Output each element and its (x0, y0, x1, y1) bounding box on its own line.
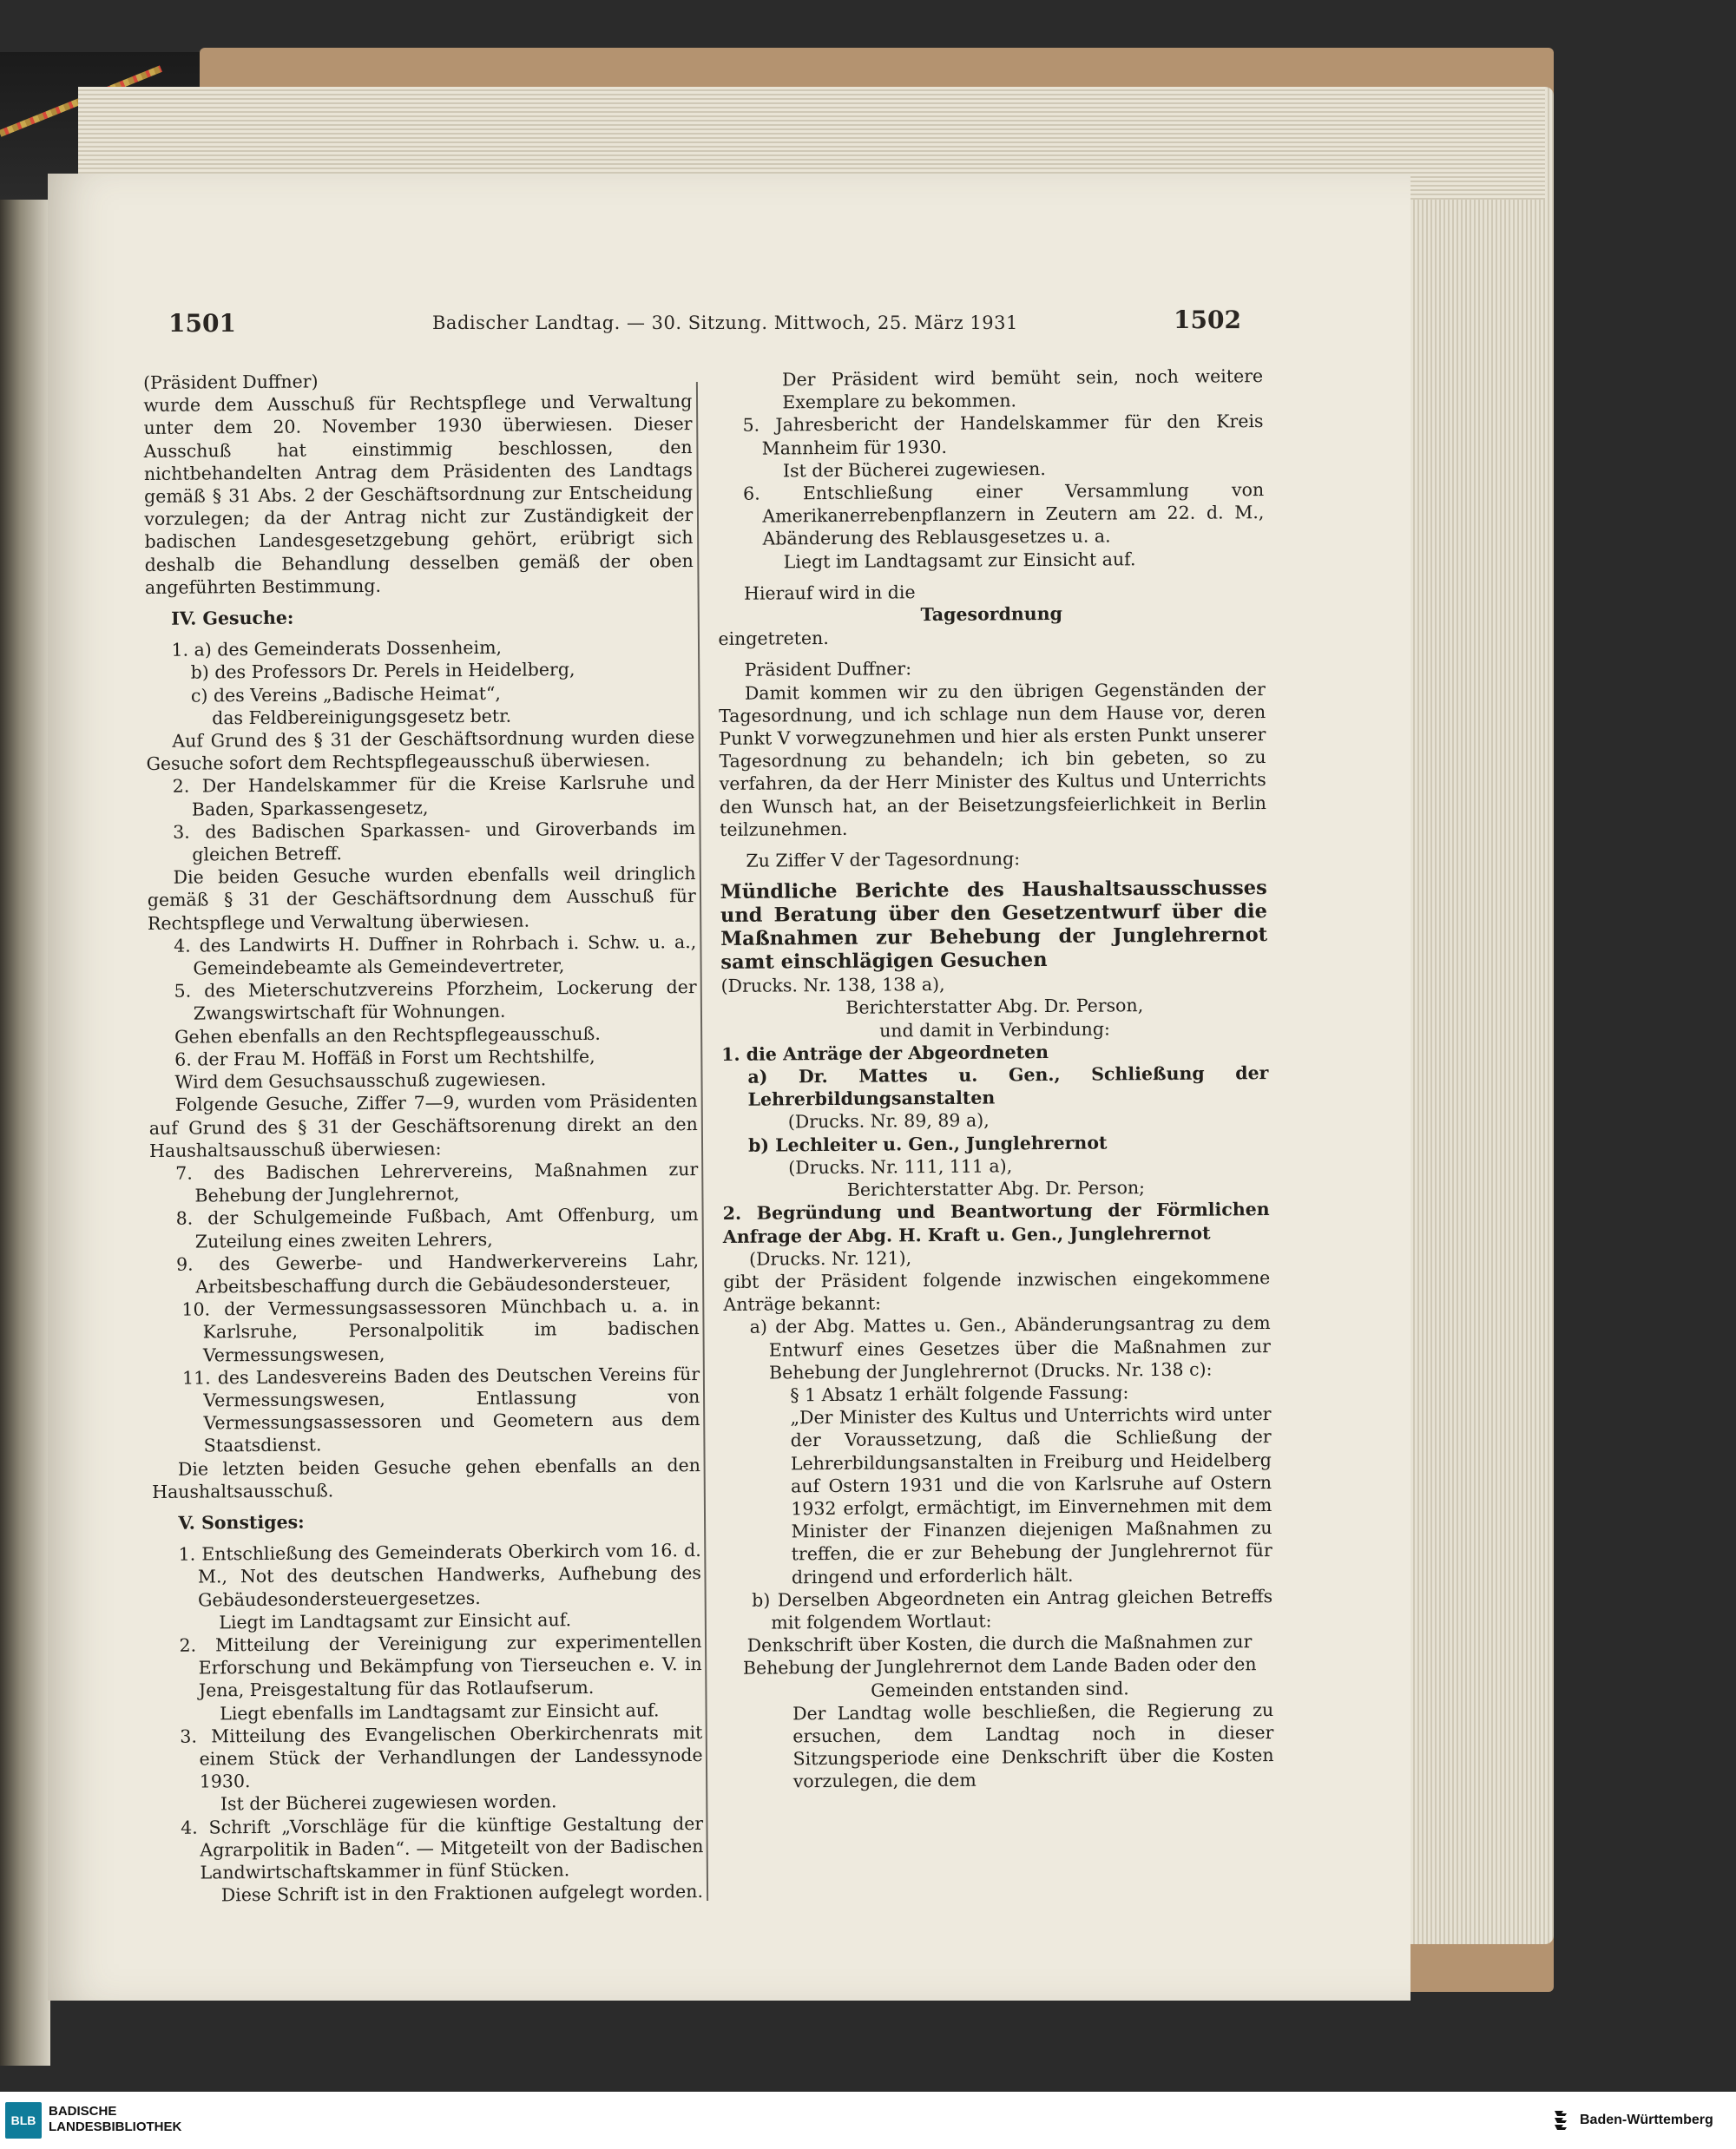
list-item: b) des Professors Dr. Perels in Heidelberg, (190, 659, 575, 684)
right-column (716, 365, 1274, 1793)
list-item: 5. des Mieterschutzvereins Pforzheim, Lockerung der Zwangswirtschaft für Wohnungen. (174, 976, 697, 1025)
list-heading: 1. die Anträge der Abgeordneten (721, 1041, 1049, 1065)
list-item: das Feldbereinigungsgesetz betr. (212, 705, 512, 729)
list-item: 6. Entschließung einer Versammlung von Amerikanerrebenpflanzern in Zeutern am 22. d. M., Abänderung des Reblausgesetzes u. a. (743, 479, 1265, 550)
paragraph: Gehen ebenfalls an den Rechtspflegeausschuß. (174, 1022, 601, 1048)
blb-logo: BLB (5, 2102, 42, 2139)
drucksache-ref: (Drucks. Nr. 121), (748, 1246, 912, 1270)
list-note: Liegt ebenfalls im Landtagsamt zur Einsicht auf. (220, 1699, 660, 1724)
list-item: 8. der Schulgemeinde Fußbach, Amt Offenburg, um Zuteilung eines zweiten Lehrers, (175, 1204, 699, 1252)
list-item: 2. Mitteilung der Vereinigung zur experimentellen Erforschung und Bekämpfung von Tierseuchen e. V. in Jena, Preisgestaltung für das Rotlaufserum. (179, 1630, 702, 1701)
list-note: Liegt im Landtagsamt zur Einsicht auf. (783, 548, 1136, 573)
paragraph: Der Landtag wolle beschließen, die Regierung zu ersuchen, dem Landtag noch in dieser Sitzungsperiode eine Denkschrift über die Kosten vorzulegen, die dem (792, 1699, 1274, 1792)
running-title: Badischer Landtag. — 30. Sitzung. Mittwoch, 25. März 1931 (432, 312, 1018, 333)
bw-lions-icon (1552, 2107, 1573, 2133)
paragraph: eingetreten. (718, 628, 829, 650)
list-item: 1. Entschließung des Gemeinderats Oberkirch vom 16. d. M., Not des deutschen Handwerks, Aufhebung des Gebäudesondersteuergesetzes. (178, 1540, 701, 1611)
paragraph: Die beiden Gesuche wurden ebenfalls weil dringlich gemäß § 31 der Geschäftsordnung dem Ausschuß für Rechtspflege und Verwaltung überwiesen. (147, 863, 696, 934)
list-note: Ist der Bücherei zugewiesen. (782, 457, 1046, 482)
list-item: 6. der Frau M. Hoffäß in Forst um Rechtshilfe, (174, 1045, 595, 1070)
agenda-heading: Tagesordnung (920, 602, 1062, 626)
list-item: 3. Mitteilung des Evangelischen Oberkirchenrats mit einem Stück der Verhandlungen der Landessynode 1930. (180, 1721, 703, 1792)
left-column (143, 367, 704, 1907)
list-item: 7. des Badischen Lehrervereins, Maßnahmen zur Behebung der Junglehrernot, (175, 1158, 699, 1206)
list-note: Diese Schrift ist in den Fraktionen aufgelegt worden. (220, 1881, 704, 1906)
paragraph: Zu Ziffer V der Tagesordnung: (746, 848, 1021, 871)
paragraph: Hierauf wird in die (743, 582, 916, 604)
list-item: 9. des Gewerbe- und Handwerkervereins Lahr, Arbeitsbeschaffung durch die Gebäudesondersteuer, (175, 1249, 700, 1298)
list-item: c) des Vereins „Badische Heimat“, (190, 682, 501, 706)
list-item: 1. a) des Gemeinderats Dossenheim, (171, 637, 503, 660)
list-note: Ist der Bücherei zugewiesen worden. (220, 1791, 557, 1815)
list-item: a) der Abg. Mattes u. Gen., Abänderungsantrag zu dem Entwurf eines Gesetzes über die Maßnahmen zur Behebung der Junglehrernot (Drucks. Nr. 138 c): (749, 1312, 1271, 1383)
paragraph: Auf Grund des § 31 der Geschäftsordnung wurden diese Gesuche sofort dem Rechtspflegeausschuß überwiesen. (146, 726, 695, 775)
drucksache-ref: (Drucks. Nr. 138, 138 a), (720, 974, 945, 997)
list-item: 2. Der Handelskammer für die Kreise Karlsruhe und Baden, Sparkassengesetz, (172, 772, 695, 820)
left-page-sliver (0, 200, 50, 2066)
page-number-right: 1502 (1174, 306, 1241, 334)
quoted-text: „Der Minister des Kultus und Unterrichts wird unter der Voraussetzung, daß die Schließung der Lehrerbildungsanstalten in Freiburg und Heidelberg auf Ostern 1931 und die von Karlsruhe auf Ostern 1932 erfolgt, ermächtigt, im Einvernehmen mit dem Minister der Finanzen diejenigen Maßnahmen zu treffen, die er zur Behebung der Junglehrernot für dringend und erforderlich hält. (790, 1403, 1272, 1587)
blb-name-line1: BADISCHE (49, 2104, 117, 2119)
paragraph: gibt der Präsident folgende inzwischen eingekommene Anträge bekannt: (723, 1266, 1271, 1316)
drucksache-ref: (Drucks. Nr. 111, 111 a), (788, 1155, 1013, 1179)
list-item: 10. der Vermessungsassessoren Münchbach u. a. in Karlsruhe, Personalpolitik im badischen Vermessungswesen, (181, 1295, 700, 1366)
speaker-label: (Präsident Duffner) (143, 371, 319, 393)
memo-title: Denkschrift über Kosten, die durch die Maßnahmen zur Behebung der Junglehrernot dem Lande Baden oder den Gemeinden entstanden sind. (742, 1631, 1257, 1701)
paragraph: wurde dem Ausschuß für Rechtspflege und Verwaltung unter dem 20. November 1930 überwiesen. Dieser Ausschuß hat einstimmig beschlossen, den nichtbehandelten Antrag dem Präsidenten des Landtags gemäß § 31 Abs. 2 der Geschäftsordnung zur Entscheidung vorzulegen; da der Antrag nicht zur Zuständigkeit der badischen Landesgesetzgebung gehört, erübrigt sich deshalb die Behandlung desselben gemäß der oben angeführten Bestimmung. (143, 391, 694, 598)
list-note: § 1 Absatz 1 erhält folgende Fassung: (790, 1382, 1129, 1406)
page-number-left: 1501 (168, 309, 236, 338)
list-item: 11. des Landesvereins Baden des Deutschen Vereins für Vermessungswesen, Entlassung von Vermessungsassessoren und Geometern aus dem Staatsdienst. (182, 1363, 700, 1456)
list-heading: 2. Begründung und Beantwortung der Förmlichen Anfrage der Abg. H. Kraft u. Gen., Junglehrernot (722, 1199, 1270, 1247)
paragraph: Wird dem Gesuchsausschuß zugewiesen. (174, 1068, 547, 1093)
list-note: Liegt im Landtagsamt zur Einsicht auf. (219, 1608, 572, 1633)
list-item: 3. des Badischen Sparkassen- und Giroverbands im gleichen Betreff. (173, 817, 696, 865)
rapporteur: Berichterstatter Abg. Dr. Person, (845, 995, 1144, 1019)
bw-name: Baden-Württemberg (1580, 2113, 1713, 2127)
section-heading-gesuche: IV. Gesuche: (171, 607, 294, 629)
drucksache-ref: (Drucks. Nr. 89, 89 a), (787, 1110, 990, 1133)
paragraph: Die letzten beiden Gesuche gehen ebenfalls an den Haushaltsausschuß. (152, 1454, 701, 1502)
topic-heading: Mündliche Berichte des Haushaltsausschusses und Beratung über den Gesetzentwurf über die Maßnahmen zur Behebung der Junglehrernot samt einschlägigen Gesuchen (720, 877, 1268, 975)
viewer-footer (0, 2092, 1736, 2149)
list-item: 4. Schrift „Vorschläge für die künftige Gestaltung der Agrarpolitik in Baden“. — Mitgeteilt von der Badischen Landwirtschaftskammer in fünf Stücken. (181, 1812, 704, 1883)
list-item: b) Lechleiter u. Gen., Junglehrernot (747, 1132, 1108, 1156)
list-item: b) Derselben Abgeordneten ein Antrag gleichen Betreffs mit folgendem Wortlaut: (752, 1585, 1273, 1633)
paragraph: Damit kommen wir zu den übrigen Gegenständen der Tagesordnung, und ich schlage nun dem Hause vor, deren Punkt V vorwegzunehmen und hier als ersten Punkt unserer Tagesordnung zu behandeln; ich bin gebeten, so zu verfahren, da der Herr Minister des Kultus und Unterrichts den Wunsch hat, an der Beisetzungsfeierlichkeit in Berlin teilzunehmen. (719, 678, 1267, 840)
paragraph: Folgende Gesuche, Ziffer 7—9, wurden vom Präsidenten auf Grund des § 31 der Geschäftsorenung direkt an den Haushaltsausschuß überwiesen: (148, 1090, 698, 1161)
blb-name-line2: LANDESBIBLIOTHEK (49, 2119, 182, 2134)
paragraph: und damit in Verbindung: (879, 1018, 1110, 1042)
list-item: a) Dr. Mattes u. Gen., Schließung der Lehrerbildungsanstalten (747, 1062, 1269, 1111)
blb-name (49, 2104, 181, 2135)
rapporteur: Berichterstatter Abg. Dr. Person; (846, 1177, 1146, 1200)
list-item: 5. Jahresbericht der Handelskammer für den Kreis Mannheim für 1930. (742, 411, 1264, 459)
paragraph: Der Präsident wird bemüht sein, noch weitere Exemplare zu bekommen. (782, 365, 1264, 413)
speaker-label: Präsident Duffner: (744, 658, 912, 681)
section-heading-sonstiges: V. Sonstiges: (178, 1511, 305, 1534)
list-item: 4. des Landwirts H. Duffner in Rohrbach i. Schw. u. a., Gemeindebeamte als Gemeindevertreter, (174, 930, 697, 979)
